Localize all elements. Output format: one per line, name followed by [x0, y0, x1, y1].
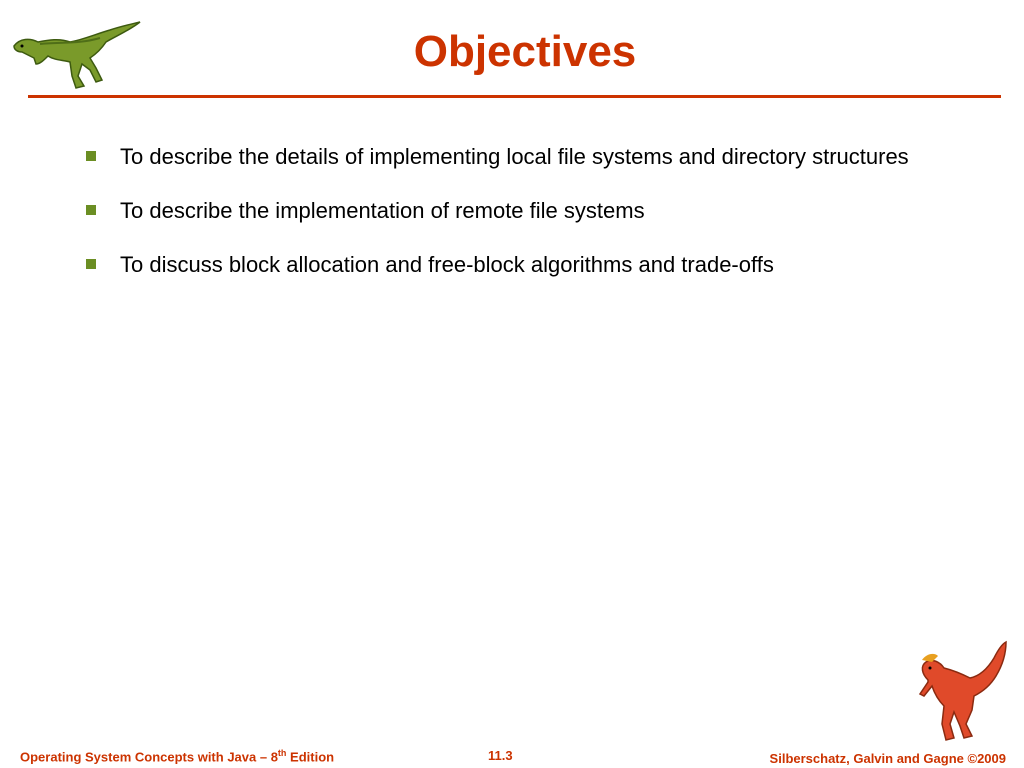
square-bullet-icon	[86, 205, 96, 215]
bullet-text: To describe the implementation of remote file systems	[120, 198, 645, 223]
square-bullet-icon	[86, 259, 96, 269]
slide-title: Objectives	[413, 27, 637, 76]
bullet-item	[82, 196, 942, 226]
page-number: 11.3	[488, 748, 513, 763]
bullet-item	[82, 142, 942, 172]
square-bullet-icon	[86, 151, 96, 161]
footer-book-prefix: Operating System Concepts with Java – 8	[20, 749, 278, 765]
footer-book-suffix: Edition	[286, 749, 335, 765]
footer-book-title	[20, 748, 334, 764]
footer-copyright: Silberschatz, Galvin and Gagne ©2009	[769, 751, 1006, 766]
bullet-list	[82, 142, 942, 304]
title-divider	[28, 95, 1001, 98]
dinosaur-red-icon	[908, 640, 1010, 744]
bullet-text: To describe the details of implementing local file systems and directory structures	[120, 144, 909, 169]
bullet-text: To discuss block allocation and free-block algorithms and trade-offs	[120, 252, 774, 277]
bullet-item	[82, 250, 942, 280]
footer-book-sup: th	[277, 748, 287, 758]
